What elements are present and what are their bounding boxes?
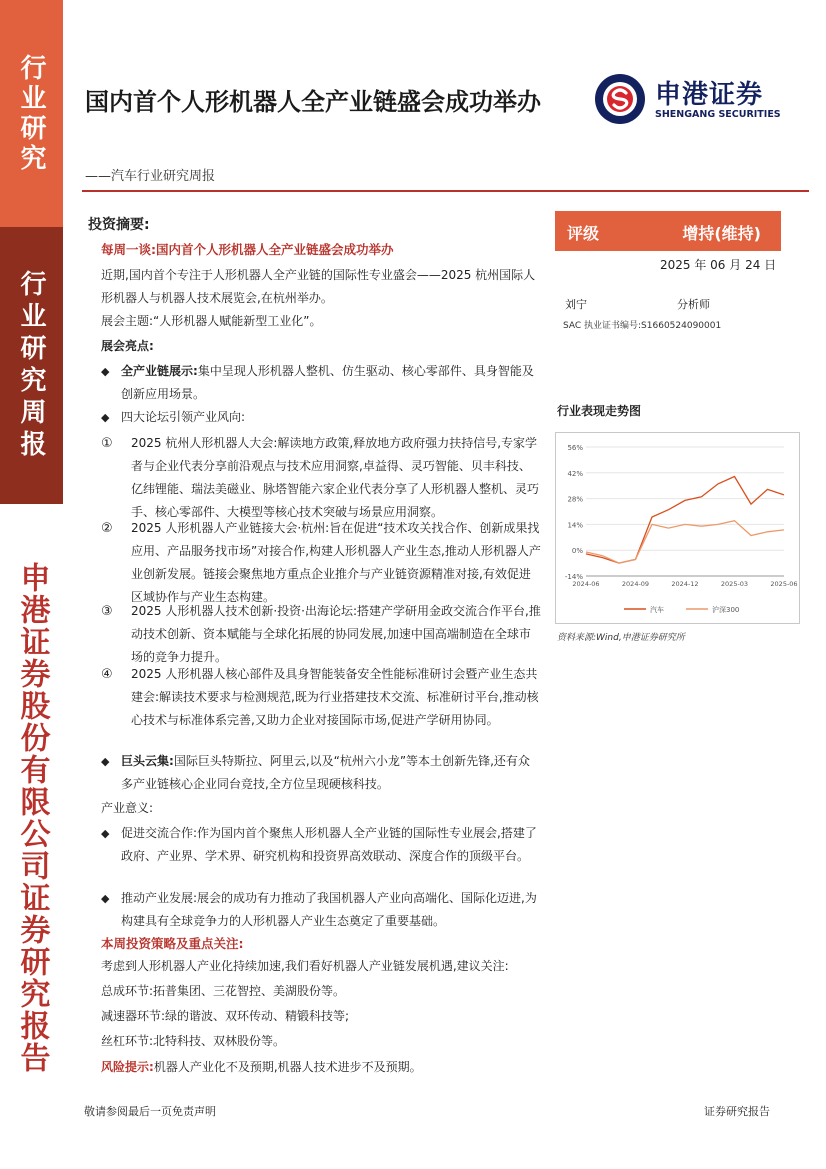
diamond-bullet-icon: ◆ xyxy=(101,755,110,768)
y-tick-label: 42% xyxy=(567,469,583,478)
side-band-company xyxy=(0,504,63,1169)
forum-item xyxy=(101,600,541,669)
bullet-giants-lead: 巨头云集: xyxy=(121,754,174,768)
chart-heading: 行业表现走势图 xyxy=(557,404,642,418)
forum-text: 2025 杭州人形机器人大会:解读地方政策,释放地方政府强力扶持信号,专家学者与企业代表分享前沿观点与技术应用洞察,卓益得、灵巧智能、贝丰科技、亿纬锂能、瑞法美磁业、脉塔智能六家企业代表分享了人形机器人整机、灵巧手、核心零部件、大模型等核心技术突破与场景应用洞察。 xyxy=(131,436,540,519)
header-divider xyxy=(82,190,809,192)
chart-source: 资料来源:Wind,申港证券研究所 xyxy=(557,633,685,643)
theme-paragraph: 展会主题:“人形机器人赋能新型工业化”。 xyxy=(101,314,322,328)
y-tick-label: 28% xyxy=(567,495,583,504)
y-tick-label: 0% xyxy=(571,547,583,556)
bullet-forums xyxy=(101,406,541,429)
bullet-giants xyxy=(101,750,541,796)
side-band-industry-research xyxy=(0,0,63,227)
performance-chart xyxy=(556,433,799,623)
strategy-item: 丝杠环节:北特科技、双林股份等。 xyxy=(101,1034,286,1048)
analyst-name: 刘宁 xyxy=(565,298,587,311)
rating-label: 评级 xyxy=(567,224,600,243)
forum-text: 2025 人形机器人产业链接大会·杭州:旨在促进“技术攻关找合作、创新成果找应用、产品服务找市场”对接合作,构建人形机器人产业生态,推动人形机器人产业创新发展。链接会聚焦地方重点企业推介与产业链资源精准对接,有效促进区域协作与产业生态构建。 xyxy=(131,521,541,604)
significance-item xyxy=(101,887,541,933)
diamond-bullet-icon: ◆ xyxy=(101,365,110,378)
forum-item xyxy=(101,663,541,732)
sac-certificate-number: SAC 执业证书编号:S1660524090001 xyxy=(563,321,722,331)
strategy-heading: 本周投资策略及重点关注: xyxy=(101,936,244,951)
footer-report-type: 证券研究报告 xyxy=(704,1105,770,1118)
diamond-bullet-icon: ◆ xyxy=(101,827,110,840)
diamond-bullet-icon: ◆ xyxy=(101,411,110,424)
highlights-heading: 展会亮点: xyxy=(101,339,154,353)
side-band-bottom-text: 申港证券股份有限公司证券研究报告 xyxy=(14,562,50,1074)
logo-english-name: SHENGANG SECURITIES xyxy=(655,109,781,120)
forum-text: 2025 人形机器人核心部件及具身智能装备安全性能标准研讨会暨产业生态共建会:解读技术要求与检测规范,既为行业搭建技术交流、标准研讨平台,推动核心技术与标准体系完善,又助力企业对接国际市场,促进产学研用协同。 xyxy=(131,667,539,727)
significance-text: 推动产业发展:展会的成功有力推动了我国机器人产业向高端化、国际化迈进,为构建具有全球竞争力的人形机器人产业生态奠定了重要基础。 xyxy=(121,891,537,928)
bullet-full-chain xyxy=(101,360,541,406)
forum-item xyxy=(101,432,541,524)
bullet-full-chain-text: 集中呈现人形机器人整机、仿生驱动、核心零部件、具身智能及创新应用场景。 xyxy=(121,364,534,401)
diamond-bullet-icon: ◆ xyxy=(101,892,110,905)
logo-emblem-icon xyxy=(593,72,647,126)
rating-box xyxy=(555,211,781,251)
rating-value: 增持(维持) xyxy=(682,224,761,243)
x-tick-label: 2025-03 xyxy=(720,580,749,588)
y-tick-label: -14% xyxy=(564,573,583,581)
side-band-top-text: 行业研究 xyxy=(16,53,46,174)
side-band-weekly-report xyxy=(0,227,63,504)
significance-item xyxy=(101,822,541,868)
risk-lead: 风险提示: xyxy=(101,1060,154,1074)
forum-number: ② xyxy=(101,521,113,536)
analyst-role: 分析师 xyxy=(677,298,710,311)
logo-company-name: 申港证券 xyxy=(655,80,764,110)
significance-heading: 产业意义: xyxy=(101,801,154,815)
forum-number: ③ xyxy=(101,604,113,619)
report-date: 2025 年 06 月 24 日 xyxy=(660,258,777,272)
strategy-item: 总成环节:拓普集团、三花智控、美湖股份等。 xyxy=(101,984,346,998)
legend-label: 沪深300 xyxy=(712,606,740,614)
side-band-mid-text: 行业研究周报 xyxy=(16,269,46,462)
y-tick-label: 56% xyxy=(567,444,583,452)
company-logo xyxy=(593,72,813,132)
risk-text: 机器人产业化不及预期,机器人技术进步不及预期。 xyxy=(153,1060,422,1074)
forum-text: 2025 人形机器人技术创新·投资·出海论坛:搭建产学研用金政交流合作平台,推动技术创新、资本赋能与全球化拓展的协同发展,加速中国高端制造在全球市场的竞争力提升。 xyxy=(131,604,541,664)
significance-text: 促进交流合作:作为国内首个聚焦人形机器人全产业链的国际性专业展会,搭建了政府、产业界、学术界、研究机构和投资界高效联动、深度合作的顶级平台。 xyxy=(121,826,537,863)
intro-paragraph: 近期,国内首个专注于人形机器人全产业链的国际性专业盛会——2025 杭州国际人形机器人与机器人技术展览会,在杭州举办。 xyxy=(101,268,536,305)
bullet-forums-text: 四大论坛引领产业风向: xyxy=(121,410,246,424)
performance-chart-frame xyxy=(555,432,800,624)
bullet-giants-text: 国际巨头特斯拉、阿里云,以及“杭州六小龙”等本土创新先锋,还有众多产业链核心企业同台竞技,全方位呈现硬核科技。 xyxy=(121,754,530,791)
report-subtitle: ——汽车行业研究周报 xyxy=(85,169,216,184)
legend-label: 汽车 xyxy=(650,606,664,614)
series-line xyxy=(586,521,784,563)
risk-warning xyxy=(101,1056,541,1079)
x-tick-label: 2024-09 xyxy=(621,580,650,588)
forum-number: ① xyxy=(101,436,113,451)
y-tick-label: 14% xyxy=(567,521,583,530)
strategy-item: 减速器环节:绿的谐波、双环传动、精锻科技等; xyxy=(101,1009,350,1023)
x-tick-label: 2024-06 xyxy=(572,580,600,588)
strategy-intro: 考虑到人形机器人产业化持续加速,我们看好机器人产业链发展机遇,建议关注: xyxy=(101,959,509,973)
x-tick-label: 2024-12 xyxy=(671,580,699,588)
forum-item xyxy=(101,517,541,609)
report-title: 国内首个人形机器人全产业链盛会成功举办 xyxy=(85,88,541,116)
bullet-full-chain-lead: 全产业链展示: xyxy=(121,364,198,378)
weekly-talk-heading: 每周一谈:国内首个人形机器人全产业链盛会成功举办 xyxy=(101,242,394,257)
summary-heading: 投资摘要: xyxy=(88,217,150,233)
x-tick-label: 2025-06 xyxy=(770,580,798,588)
forum-number: ④ xyxy=(101,667,113,682)
footer-disclaimer: 敬请参阅最后一页免责声明 xyxy=(84,1105,216,1118)
